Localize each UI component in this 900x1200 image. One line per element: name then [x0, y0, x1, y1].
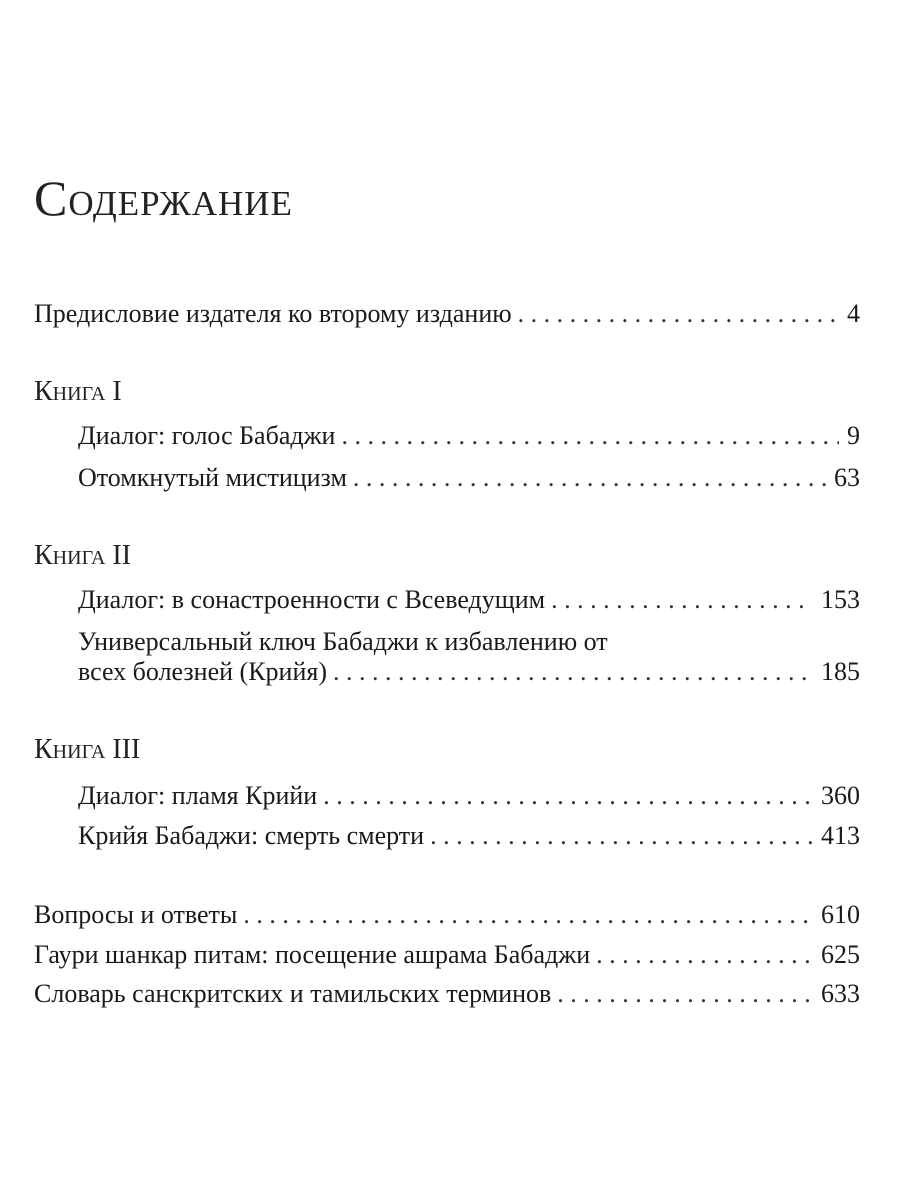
entry-text: Крийя Бабаджи: смерть смерти: [78, 821, 425, 850]
entry-text: Диалог: в сонастроенности с Всеведущим: [78, 585, 546, 614]
dot-leader: [518, 297, 839, 331]
dot-leader: [323, 779, 813, 813]
dot-leader: [243, 898, 813, 932]
page-number: 63: [834, 463, 860, 492]
toc-entry[interactable]: [78, 461, 860, 495]
dot-leader: [430, 819, 813, 853]
toc-entry-preface[interactable]: [34, 297, 860, 331]
page-number: 625: [821, 940, 860, 969]
entry-text: Предисловие издателя ко второму изданию: [34, 299, 512, 328]
entry-text-line1[interactable]: Универсальный ключ Бабаджи к избавлению от: [78, 627, 608, 656]
page-number: 4: [847, 299, 860, 328]
toc-entry[interactable]: [78, 819, 860, 853]
entry-text: Вопросы и ответы: [34, 900, 238, 929]
dot-leader: [353, 461, 826, 495]
page-number: 413: [821, 821, 860, 850]
page-number: 185: [821, 657, 860, 686]
entry-text: Гаури шанкар питам: посещение ашрама Бабаджи: [34, 940, 591, 969]
dot-leader: [341, 419, 839, 453]
dot-leader: [333, 655, 813, 689]
toc-entry[interactable]: [78, 419, 860, 453]
entry-text: всех болезней (Крийя): [78, 657, 327, 686]
entry-text: Диалог: пламя Крийи: [78, 781, 318, 810]
page-number: 360: [821, 781, 860, 810]
dot-leader: [596, 938, 813, 972]
toc-entry[interactable]: [34, 938, 860, 972]
book-heading-2: Книга II: [34, 540, 132, 571]
page-number: 9: [847, 421, 860, 450]
dot-leader: [557, 977, 813, 1011]
page-number: 633: [821, 979, 860, 1008]
entry-text: Диалог: голос Бабаджи: [78, 421, 336, 450]
toc-entry[interactable]: [78, 779, 860, 813]
page-number: 153: [821, 585, 860, 614]
page-number: 610: [821, 900, 860, 929]
toc-entry[interactable]: [34, 977, 860, 1011]
book-heading-1: Книга I: [34, 376, 122, 407]
page-title: Содержание: [34, 170, 293, 226]
entry-text: Словарь санскритских и тамильских терминов: [34, 979, 552, 1008]
dot-leader: [551, 583, 813, 617]
book-heading-3: Книга III: [34, 734, 141, 765]
toc-entry[interactable]: [34, 898, 860, 932]
toc-entry[interactable]: [78, 583, 860, 617]
toc-entry[interactable]: [78, 655, 860, 689]
entry-text: Отомкнутый мистицизм: [78, 463, 347, 492]
